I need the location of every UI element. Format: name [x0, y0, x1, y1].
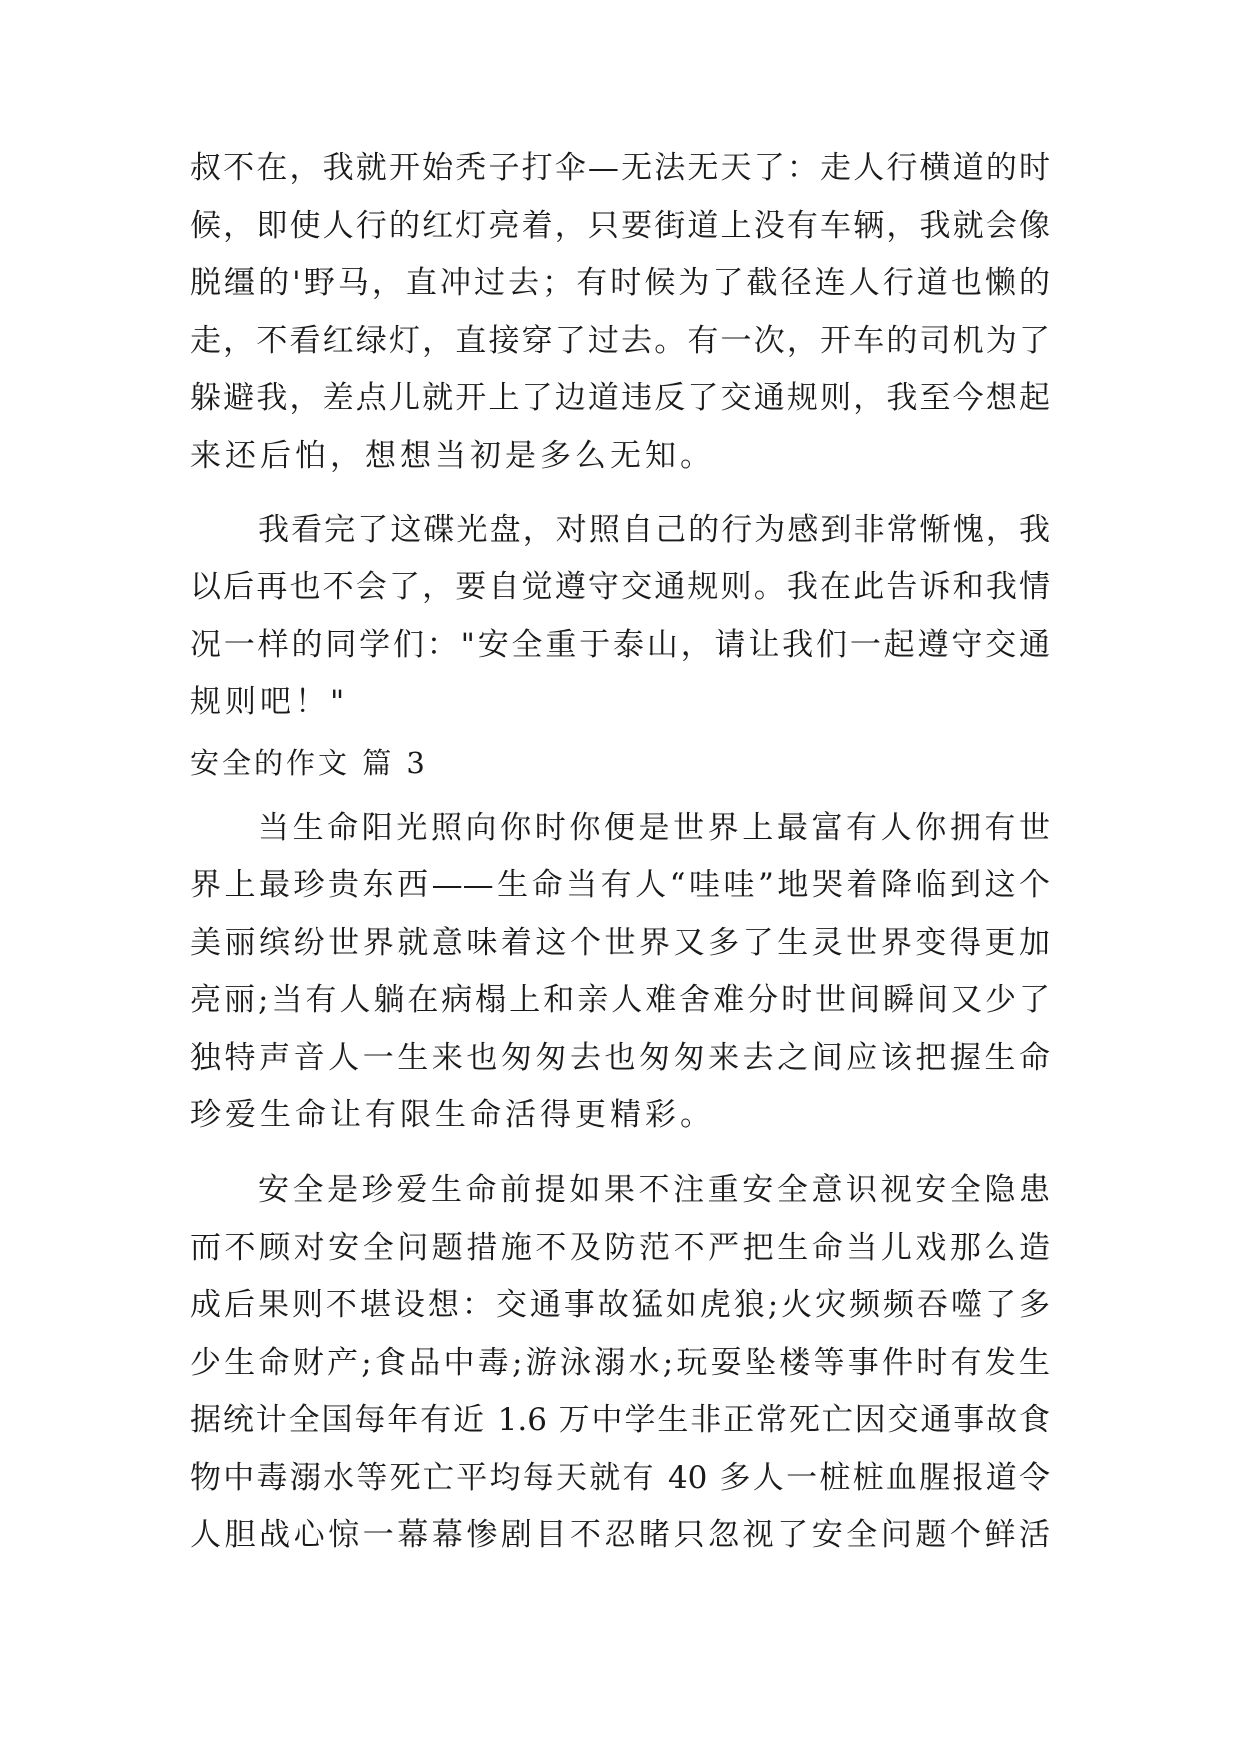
- paragraph-first-line: 安全是珍爱生命前提如果不注重安全意识视安全隐患: [258, 1172, 1050, 1208]
- text-line: 而不顾对安全问题措施不及防范不严把生命当儿戏那么造: [190, 1230, 1050, 1266]
- paragraph-first-line: 当生命阳光照向你时你便是世界上最富有人你拥有世: [258, 810, 1050, 846]
- text-line: 据统计全国每年有近 1.6 万中学生非正常死亡因交通事故食: [190, 1402, 1050, 1438]
- text-line: 亮丽;当有人躺在病榻上和亲人难舍难分时世间瞬间又少了: [190, 982, 1050, 1018]
- text-line: 脱缰的'野马，直冲过去；有时候为了截径连人行道也懒的: [190, 265, 1050, 301]
- text-line: 候，即使人行的红灯亮着，只要街道上没有车辆，我就会像: [190, 208, 1050, 244]
- text-line: 走，不看红绿灯，直接穿了过去。有一次，开车的司机为了: [190, 323, 1050, 359]
- paragraph-first-line: 我看完了这碟光盘，对照自己的行为感到非常惭愧，我: [258, 512, 1050, 548]
- text-line: 界上最珍贵东西——生命当有人“哇哇”地哭着降临到这个: [190, 867, 1050, 903]
- section-heading: 安全的作文 篇 3: [190, 746, 428, 780]
- text-line: 美丽缤纷世界就意味着这个世界又多了生灵世界变得更加: [190, 925, 1050, 961]
- text-line: 人胆战心惊一幕幕惨剧目不忍睹只忽视了安全问题个鲜活: [190, 1517, 1050, 1553]
- text-line: 躲避我，差点儿就开上了边道违反了交通规则，我至今想起: [190, 380, 1050, 416]
- text-line: 独特声音人一生来也匆匆去也匆匆来去之间应该把握生命: [190, 1040, 1050, 1076]
- text-line: 物中毒溺水等死亡平均每天就有 40 多人一桩桩血腥报道令: [190, 1460, 1050, 1496]
- text-line: 规则吧！": [190, 684, 349, 720]
- text-line: 叔不在，我就开始秃子打伞—无法无天了：走人行横道的时: [190, 150, 1050, 186]
- text-line: 少生命财产;食品中毒;游泳溺水;玩耍坠楼等事件时有发生: [190, 1345, 1050, 1381]
- text-line: 况一样的同学们："安全重于泰山，请让我们一起遵守交通: [190, 627, 1050, 663]
- text-line: 来还后怕，想想当初是多么无知。: [190, 438, 715, 474]
- text-line: 以后再也不会了，要自觉遵守交通规则。我在此告诉和我情: [190, 569, 1050, 605]
- text-line: 珍爱生命让有限生命活得更精彩。: [190, 1097, 715, 1133]
- text-line: 成后果则不堪设想：交通事故猛如虎狼;火灾频频吞噬了多: [190, 1287, 1050, 1323]
